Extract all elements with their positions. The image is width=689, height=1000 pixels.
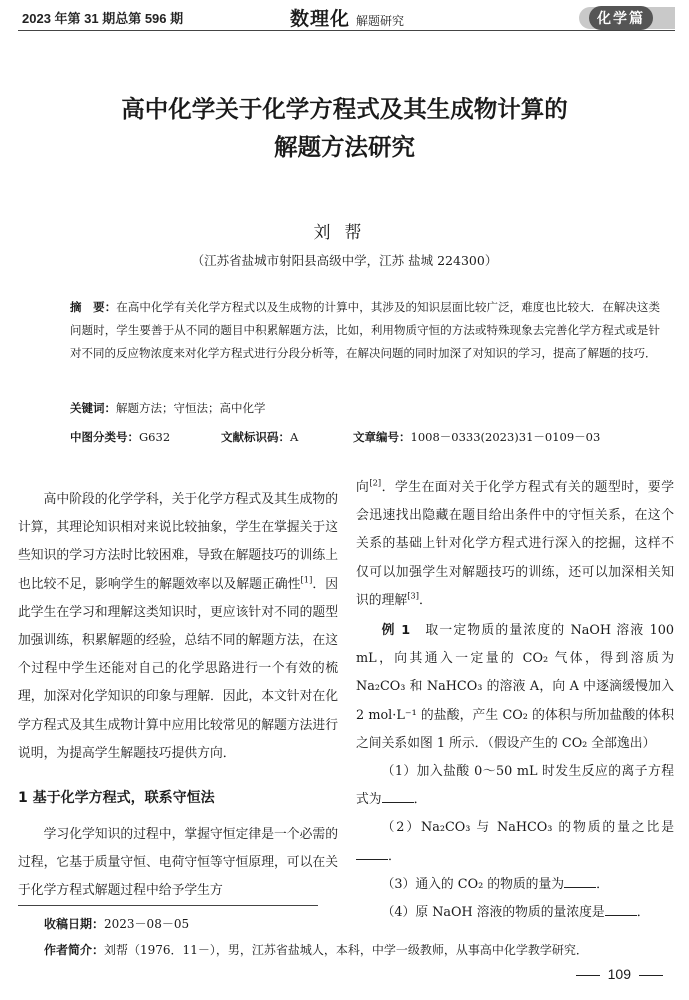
classification-value: G632 — [139, 430, 171, 444]
journal-brand — [290, 4, 404, 31]
header-rule — [18, 30, 675, 31]
question-4-period: ． — [636, 905, 650, 921]
footnote-rule — [18, 905, 318, 906]
document-code — [221, 429, 298, 445]
intro-paragraph — [18, 486, 338, 768]
continued-text-start: 向 — [356, 480, 370, 495]
answer-blank — [564, 874, 596, 888]
continued-text: ．学生在面对关于化学方程式有关的题型时，要学会迅速找出隐藏在题目给出条件中的守恒关系，在这个关系的基础上针对化学方程式进行深入的挖掘，这样不仅可以加强学生对解题技巧的训练，还可以加深相关知识的理解 — [356, 480, 675, 608]
left-column-intro — [18, 486, 338, 768]
right-column — [356, 474, 674, 927]
keywords-label: 关键词： — [70, 401, 116, 415]
page-number-value: 109 — [607, 966, 631, 982]
question-3 — [356, 871, 674, 899]
continued-text-end: ． — [418, 592, 432, 608]
intro-text: 高中阶段的化学学科，关于化学方程式及其生成物的计算，其理论知识相对来说比较抽象，学生在掌握关于这些知识的学习方法时比较困难，导致在解题技巧的训练上也比较不足，影响学生的解题效率以及解题正确性 — [18, 492, 338, 592]
article-number-value: 1008－0333(2023)31－0109－03 — [410, 430, 601, 444]
continued-paragraph — [356, 474, 674, 615]
example-text: 取一定物质的量浓度的 NaOH 溶液 100 mL，向其通入一定量的 CO₂ 气体，得到溶质为 Na₂CO₃ 和 NaHCO₃ 的溶液 A，向 A 中逐滴缓慢加入 2 mol·L⁻¹ 的盐酸，产生 CO₂ 的体积与所加盐酸的体积之间关系如图 1 所示．（假设产生的 CO₂ 全部逸出） — [356, 623, 675, 751]
answer-blank — [605, 902, 637, 916]
question-2 — [356, 814, 674, 870]
citation-3: [3] — [407, 590, 419, 601]
article-title — [40, 90, 649, 166]
example-1 — [356, 617, 674, 758]
abstract-text: 在高中化学有关化学方程式以及生成物的计算中，其涉及的知识层面比较广泛，难度也比较大．在解决这类问题时，学生要善于从不同的题目中积累解题方法，比如，利用物质守恒的方法或特殊现象去完善化学方程式或是针对不同的反应物浓度来对化学方程式进行分段分析等，在解决问题的同时加深了对知识的学习，提高了解题的技巧． — [70, 300, 660, 360]
answer-blank — [382, 789, 414, 803]
title-line-1: 高中化学关于化学方程式及其生成物计算的 — [121, 95, 568, 123]
question-2-text: （2）Na₂CO₃ 与 NaHCO₃ 的物质的量之比是 — [381, 820, 674, 836]
page-number-dash — [639, 975, 663, 976]
bio-label: 作者简介： — [44, 943, 105, 957]
question-3-text: （3）通入的 CO₂ 的物质的量为 — [381, 876, 565, 892]
received-value: 2023－08－05 — [104, 917, 190, 931]
article-number-label: 文章编号： — [353, 430, 411, 444]
left-column-section — [18, 821, 338, 906]
keywords-text: 解题方法；守恒法；高中化学 — [116, 401, 266, 415]
badge-label: 化学篇 — [589, 6, 653, 30]
bio-text: 刘帮（1976．11－），男，江苏省盐城人，本科，中学一级教师，从事高中化学教学研究． — [104, 943, 588, 957]
journal-section: 解题研究 — [356, 14, 405, 28]
section-1-paragraph: 学习化学知识的过程中，掌握守恒定律是一个必需的过程，它基于质量守恒、电荷守恒等守恒原理，可以在关于化学方程式解题过程中给予学生方 — [18, 827, 338, 899]
section-badge — [589, 6, 675, 30]
classification-number — [70, 429, 170, 445]
example-label: 例 1 — [381, 623, 411, 639]
question-1 — [356, 758, 674, 814]
received-label: 收稿日期： — [44, 917, 105, 931]
page-number — [576, 966, 663, 982]
author-affiliation: （江苏省盐城市射阳县高级中学，江苏 盐城 224300） — [191, 253, 498, 268]
question-1-text: （1）加入盐酸 0～50 mL 时发生反应的离子方程式为 — [356, 764, 674, 808]
article-number — [353, 429, 600, 445]
intro-text-rest: ．因此学生在学习和理解这类知识时，更应该针对不同的题型加强训练，积累解题的经验，总结不同的解题方法，在这个过程中学生还能对自己的化学思路进行一个有效的梳理，加深对化学知识的印象与理解．因此，本文针对在化学方程式及其生成物计算中应用比较常见的解题方法进行说明，为提高学生解题技巧提供方向． — [18, 576, 339, 761]
document-code-label: 文献标识码： — [221, 430, 290, 444]
question-2-period: ． — [388, 848, 401, 864]
abstract — [70, 296, 660, 365]
title-line-2: 解题方法研究 — [274, 133, 415, 161]
question-4 — [356, 899, 674, 927]
citation-2: [2] — [369, 477, 382, 488]
keywords — [70, 400, 266, 416]
question-4-text: （4）原 NaOH 溶液的物质的量浓度是 — [381, 905, 605, 921]
author-name: 刘帮 — [313, 223, 376, 243]
received-date — [44, 915, 189, 932]
journal-name: 数理化 — [290, 9, 351, 30]
classification-label: 中图分类号： — [70, 430, 139, 444]
page-number-dash — [576, 975, 600, 976]
citation-1: [1] — [300, 574, 313, 585]
author-bio — [44, 941, 588, 958]
answer-blank — [356, 846, 388, 860]
question-3-period: ． — [596, 876, 609, 892]
abstract-label: 摘 要： — [70, 300, 117, 314]
section-heading-1: 1 基于化学方程式，联系守恒法 — [18, 790, 215, 806]
question-1-period: ． — [413, 792, 427, 808]
issue-info: 2023 年第 31 期总第 596 期 — [22, 11, 184, 26]
document-code-value: A — [290, 430, 299, 444]
